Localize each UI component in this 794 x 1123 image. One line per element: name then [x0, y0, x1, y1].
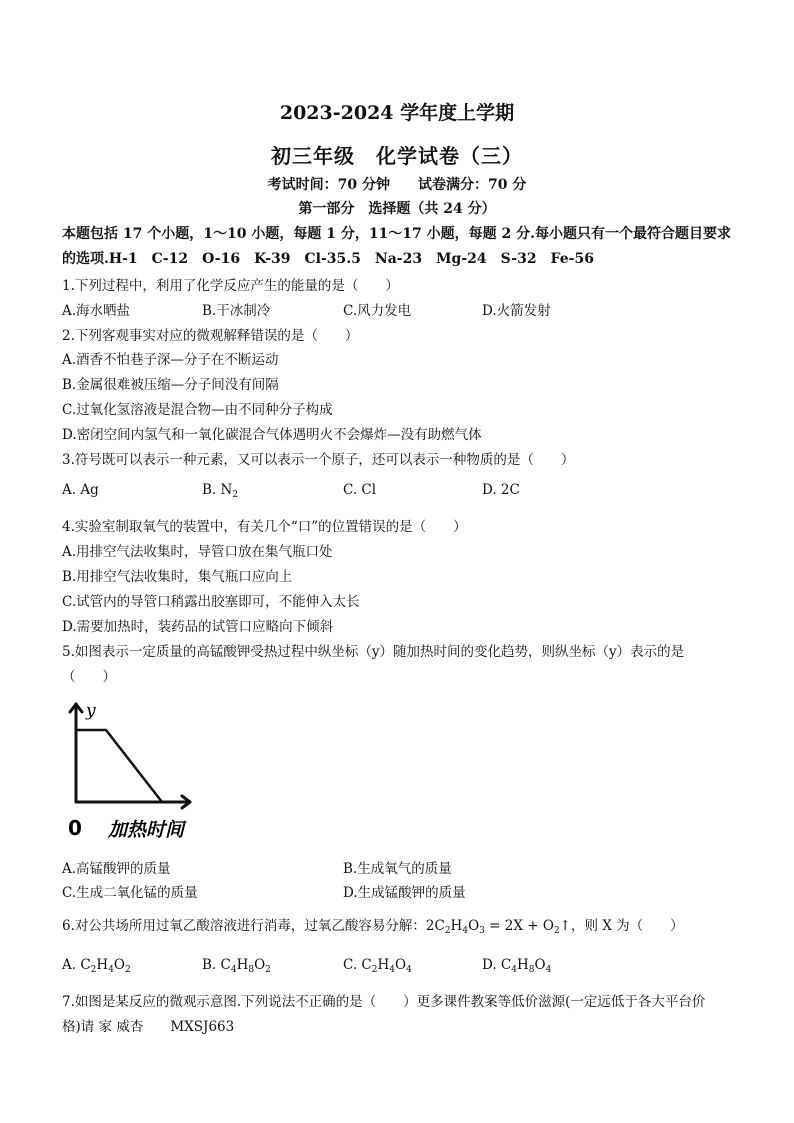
- q4-option-d: D.需要加热时，装药品的试管口应略向下倾斜: [62, 619, 334, 635]
- q4-option-b: B.用排空气法收集时，集气瓶口应向上: [62, 569, 293, 585]
- q1-option-b: B.干冰制冷: [202, 303, 271, 319]
- q5-option-d: D.生成锰酸钾的质量: [343, 885, 466, 901]
- q1-stem: 1.下列过程中，利用了化学反应产生的能量的是（ ）: [62, 278, 399, 294]
- time-score: 考试时间：70 分钟 试卷满分：70 分: [267, 177, 527, 193]
- q4-stem: 4.实验室制取氧气的装置中，有关几个“口”的位置错误的是（ ）: [62, 519, 467, 535]
- q4-option-c: C.试管内的导管口稍露出胶塞即可，不能伸入太长: [62, 594, 360, 610]
- section-heading: 第一部分 选择题（共 24 分）: [298, 201, 496, 217]
- x-axis-label: 加热时间: [108, 819, 185, 841]
- q3-option-c: C. Cl: [343, 482, 377, 498]
- q3-option-b: B. $N_2$: [202, 482, 239, 500]
- q3-option-a: A. Ag: [62, 482, 99, 498]
- q5-stem: 5.如图表示一定质量的高锰酸钾受热过程中纵坐标（y）随加热时间的变化趋势，则纵坐标（y）表示的是: [62, 644, 685, 660]
- exam-title: 初三年级 化学试卷（三）: [271, 144, 523, 168]
- q2-option-b: B.金属很难被压缩—分子间没有间隔: [62, 377, 279, 393]
- q4-option-a: A.用排空气法收集时，导管口放在集气瓶口处: [62, 544, 333, 560]
- q7-stem-cont: 格)请 家 威杏 MXSJ663: [62, 1019, 235, 1035]
- instructions: 本题包括 17 个小题，1～10 小题，每题 1 分，11～17 小题，每题 2 分.每小题只有一个最符合题目要求的选项.H-1 C-12 O-16 K-39 Cl-35.5 Na-23 Mg-24 S-32 Fe-56: [62, 226, 732, 267]
- q6-option-c: C. $C_2H_4O_4$: [343, 957, 412, 975]
- q5-option-a: A.高锰酸钾的质量: [62, 861, 171, 877]
- q2-option-c: C.过氧化氢溶液是混合物—由不同种分子构成: [62, 402, 333, 418]
- q1-option-c: C.风力发电: [343, 303, 412, 319]
- q5-stem-cont: （ ）: [62, 669, 116, 685]
- q7-stem: 7.如图是某反应的微观示意图.下列说法不正确的是（ ）更多课件教案等低价滋源(一定远低于各大平台价: [62, 994, 706, 1010]
- q1-option-d: D.火箭发射: [482, 303, 551, 319]
- q2-stem: 2.下列客观事实对应的微观解释错误的是（ ）: [62, 328, 359, 344]
- trend-line: [76, 730, 162, 802]
- q6-option-a: A. $C_2H_4O_2$: [62, 957, 131, 975]
- q2-option-d: D.密闭空间内氢气和一氧化碳混合气体遇明火不会爆炸—没有助燃气体: [62, 427, 482, 443]
- q6-option-b: B. $C_4H_8O_2$: [202, 957, 271, 975]
- q5-graph: [64, 698, 214, 843]
- q2-option-a: A.酒香不怕巷子深—分子在不断运动: [62, 352, 279, 368]
- origin-label: 0: [68, 816, 82, 840]
- q5-option-c: C.生成二氧化锰的质量: [62, 885, 198, 901]
- q3-stem: 3.符号既可以表示一种元素，又可以表示一个原子，还可以表示一种物质的是（ ）: [62, 452, 575, 468]
- y-axis-label: y: [86, 701, 96, 721]
- year-title: 2023-2024 学年度上学期: [279, 102, 515, 124]
- q5-option-b: B.生成氧气的质量: [343, 861, 452, 877]
- q1-option-a: A.海水晒盐: [62, 303, 131, 319]
- q6-stem: 6.对公共场所用过氧乙酸溶液进行消毒，过氧乙酸容易分解：$2C_2H_4O_3 = 2X$ + $O_2↑$，则 X 为（ ）: [62, 918, 684, 936]
- q3-option-d: D. 2C: [482, 482, 520, 498]
- q6-option-d: D. $C_4H_8O_4$: [482, 957, 552, 975]
